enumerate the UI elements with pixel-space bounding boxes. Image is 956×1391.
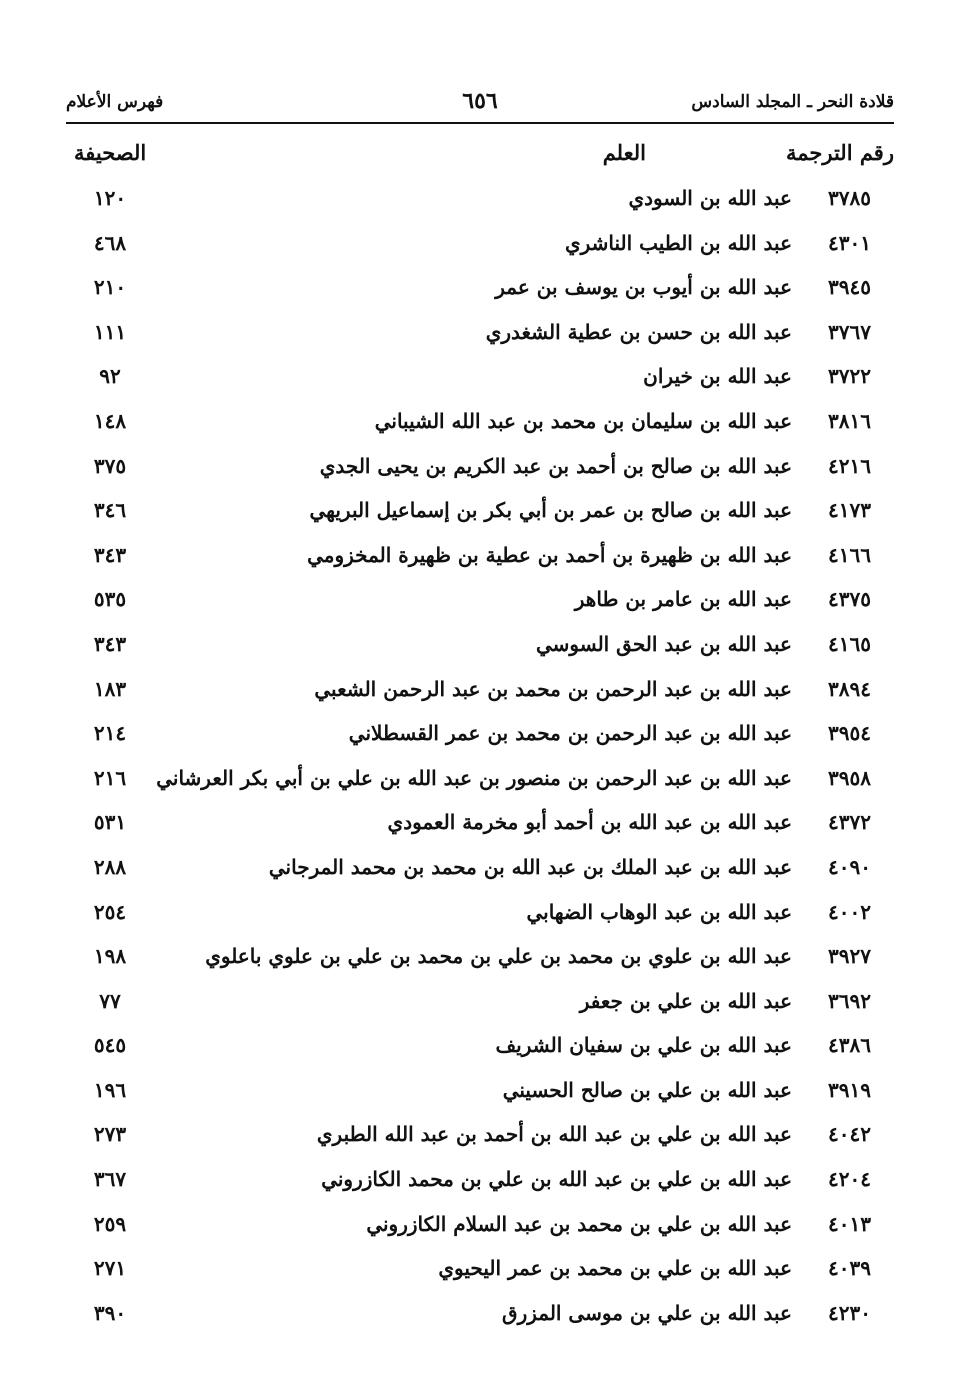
entry-page: ٣٤٣	[93, 631, 127, 656]
entry-page: ١٨٣	[93, 676, 127, 701]
index-entry	[66, 804, 894, 849]
entry-name: عبد الله بن علي بن موسى المزرق	[502, 1300, 792, 1325]
entry-page: ٤٦٨	[93, 230, 127, 255]
entry-number: ٤٠٩٠	[828, 854, 871, 879]
entry-number: ٤٢٠٤	[828, 1167, 871, 1192]
entry-page: ٢٧١	[93, 1256, 127, 1281]
entry-page: ٣٦٧	[93, 1167, 127, 1192]
entry-number: ٤٠١٣	[828, 1211, 871, 1236]
column-header-number: رقم الترجمة	[785, 140, 894, 165]
entry-page: ٥٣٥	[93, 587, 127, 612]
entry-name: عبد الله بن عبد الرحمن بن منصور بن عبد الله بن علي بن أبي بكر العرشاني	[156, 765, 792, 790]
entry-name: عبد الله بن الطيب الناشري	[564, 230, 792, 255]
entry-name: عبد الله بن عامر بن طاهر	[574, 587, 792, 612]
entry-name: عبد الله بن صالح بن عمر بن أبي بكر بن إسماعيل البريهي	[309, 498, 792, 523]
entry-number: ٤٣٨٦	[828, 1033, 871, 1058]
entry-page: ٥٣١	[93, 810, 127, 835]
index-entry	[66, 1295, 894, 1340]
entry-number: ٤٠٣٩	[828, 1256, 871, 1281]
entry-page: ٢٥٤	[93, 899, 127, 924]
index-entry	[66, 1116, 894, 1161]
index-entry	[66, 581, 894, 626]
column-headers	[66, 140, 894, 176]
entry-page: ٣٤٦	[93, 498, 127, 523]
entry-number: ٣٩٥٤	[828, 721, 871, 746]
entry-name: عبد الله بن علي بن سفيان الشريف	[495, 1033, 792, 1058]
entry-name: عبد الله بن ظهيرة بن أحمد بن عطية بن ظهيرة المخزومي	[307, 542, 792, 567]
entry-page: ٥٤٥	[93, 1033, 127, 1058]
entry-page: ٢١٤	[93, 721, 127, 746]
entry-page: ١٤٨	[93, 408, 127, 433]
entry-page: ٢١٠	[93, 275, 127, 300]
index-entry	[66, 314, 894, 359]
entry-number: ٤٣٧٥	[828, 587, 871, 612]
running-header	[66, 86, 894, 120]
entry-number: ٤٢١٦	[828, 453, 871, 478]
index-entry	[66, 938, 894, 983]
entry-number: ٣٨٩٤	[828, 676, 871, 701]
entry-number: ٣٧٨٥	[828, 186, 871, 210]
index-entry	[66, 760, 894, 805]
index-entry	[66, 537, 894, 582]
entry-page: ٢٧٣	[93, 1122, 127, 1147]
index-entry	[66, 1027, 894, 1072]
column-header-page: الصحيفة	[74, 140, 147, 165]
index-entry	[66, 983, 894, 1028]
entry-page: ١٩٨	[93, 944, 127, 969]
entry-page: ١٢٠	[93, 186, 127, 210]
index-entry	[66, 1161, 894, 1206]
index-entry	[66, 225, 894, 270]
entry-page: ٢٥٩	[93, 1211, 127, 1236]
entry-number: ٣٦٩٢	[828, 988, 871, 1013]
entry-number: ٤٣٧٢	[828, 810, 871, 835]
index-entry	[66, 671, 894, 716]
entry-page: ١٩٦	[93, 1077, 127, 1102]
entry-number: ٣٩١٩	[828, 1077, 871, 1102]
entry-name: عبد الله بن السودي	[628, 186, 792, 210]
entry-number: ٤٣٠١	[828, 230, 871, 255]
entry-number: ٤٢٣٠	[828, 1300, 871, 1325]
entry-number: ٤٠٤٢	[828, 1122, 871, 1147]
entry-number: ٤١٦٦	[828, 542, 871, 567]
entry-name: عبد الله بن علي بن عبد الله بن أحمد بن عبد الله الطبري	[316, 1122, 792, 1147]
index-entry	[66, 269, 894, 314]
entry-name: عبد الله بن علوي بن محمد بن علي بن محمد بن علي بن علوي باعلوي	[205, 944, 792, 969]
book-title: قلادة النحر ـ المجلد السادس	[691, 92, 894, 112]
entry-name: عبد الله بن علي بن محمد بن عمر اليحيوي	[438, 1256, 792, 1281]
entry-number: ٣٩٢٧	[828, 944, 871, 969]
entry-name: عبد الله بن خيران	[643, 364, 792, 389]
entry-name: عبد الله بن سليمان بن محمد بن عبد الله الشيباني	[374, 408, 792, 433]
entry-number: ٤١٦٥	[828, 631, 871, 656]
index-entry	[66, 448, 894, 493]
entry-number: ٣٧٢٢	[828, 364, 871, 389]
index-entry	[66, 849, 894, 894]
index-entry	[66, 715, 894, 760]
entry-name: عبد الله بن عبد الرحمن بن محمد بن عمر القسطلاني	[348, 721, 792, 746]
entry-name: عبد الله بن علي بن صالح الحسيني	[502, 1077, 792, 1102]
entry-name: عبد الله بن حسن بن عطية الشغدري	[485, 319, 792, 344]
entry-number: ٣٩٥٨	[828, 765, 871, 790]
entry-page: ٣٩٠	[93, 1300, 127, 1325]
entry-name: عبد الله بن أيوب بن يوسف بن عمر	[495, 275, 792, 300]
entry-name: عبد الله بن علي بن عبد الله بن علي بن محمد الكازروني	[321, 1167, 792, 1192]
entries-list	[66, 180, 894, 1339]
entry-page: ٣٤٣	[93, 542, 127, 567]
entry-name: عبد الله بن عبد الحق السوسي	[535, 631, 792, 656]
column-header-name: العلم	[602, 140, 646, 165]
entry-name: عبد الله بن عبد الملك بن عبد الله بن محمد بن محمد المرجاني	[268, 854, 792, 879]
entry-name: عبد الله بن عبد الوهاب الضهابي	[526, 899, 792, 924]
entry-name: عبد الله بن علي بن جعفر	[579, 988, 792, 1013]
index-entry	[66, 1206, 894, 1251]
index-entry	[66, 1250, 894, 1295]
entry-page: ٣٧٥	[93, 453, 127, 478]
index-entry	[66, 358, 894, 403]
index-entry	[66, 403, 894, 448]
entry-number: ٤٠٠٢	[828, 899, 871, 924]
page-number: ٦٥٦	[462, 88, 498, 114]
entry-name: عبد الله بن عبد الله بن أحمد أبو مخرمة العمودي	[387, 810, 792, 835]
index-entry	[66, 180, 894, 225]
entry-page: ٢١٦	[93, 765, 127, 790]
entry-number: ٤١٧٣	[828, 498, 871, 523]
entry-page: ٢٨٨	[93, 854, 127, 879]
entry-name: عبد الله بن عبد الرحمن بن محمد بن عبد الرحمن الشعبي	[314, 676, 792, 701]
entry-number: ٣٧٦٧	[828, 319, 871, 344]
header-rule	[66, 122, 894, 124]
entry-number: ٣٨١٦	[828, 408, 871, 433]
entry-number: ٣٩٤٥	[828, 275, 871, 300]
index-entry	[66, 626, 894, 671]
entry-page: ٧٧	[99, 988, 121, 1013]
index-entry	[66, 894, 894, 939]
section-title: فهرس الأعلام	[66, 92, 164, 112]
entry-page: ١١١	[93, 319, 127, 344]
index-entry	[66, 492, 894, 537]
index-entry	[66, 1072, 894, 1117]
entry-name: عبد الله بن علي بن محمد بن عبد السلام الكازروني	[366, 1211, 792, 1236]
entry-name: عبد الله بن صالح بن أحمد بن عبد الكريم بن يحيى الجدي	[319, 453, 792, 478]
entry-page: ٩٢	[99, 364, 121, 389]
